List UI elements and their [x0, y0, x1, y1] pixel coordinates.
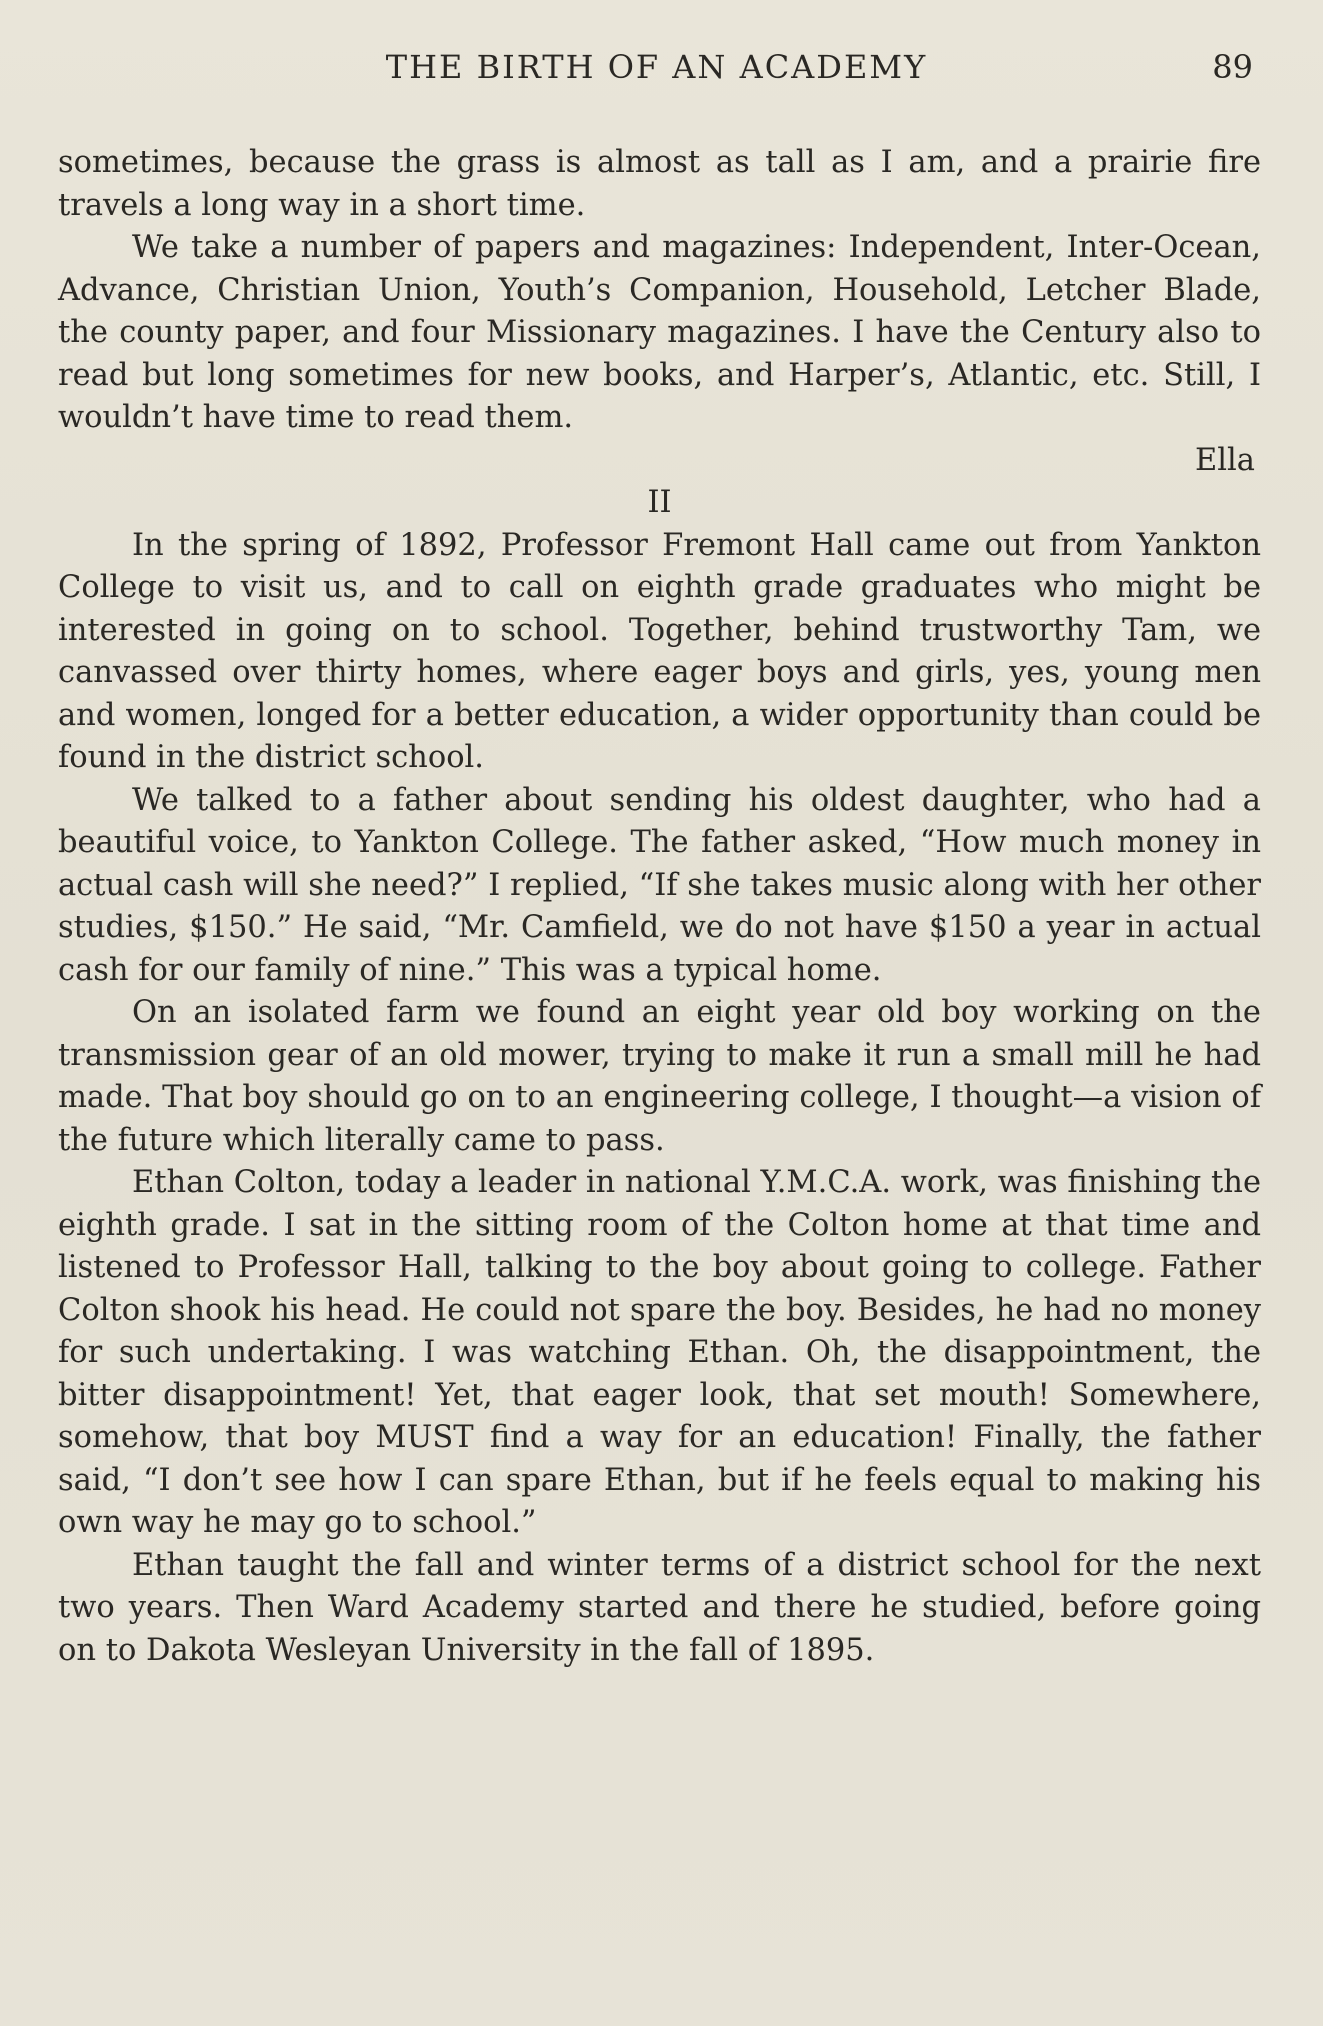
running-head-title: THE BIRTH OF AN ACADEMY [385, 48, 928, 86]
letter-signature: Ella [1195, 442, 1255, 478]
paragraph-mower-boy: On an isolated farm we found an eight year old boy working on the transmission gear of an old mower, trying to make it run a small mill he had made. That boy should go on to an engineering college, I thought—a vision of the future which literally came to pass. [58, 995, 1261, 1158]
paragraph-father-daughter: We talked to a father about sending his oldest daughter, who had a beautiful voice, to Yankton College. The father asked, “How much money in actual cash will she need?” I replied, “If she takes music along with her other studies, $150.” He said, “Mr. Camfield, we do not have $150 a year in actual cash for our family of nine.” This was a typical home. [58, 782, 1261, 988]
paragraph-continuation: sometimes, because the grass is almost as tall as I am, and a prairie fire travels a long way in a short time. [58, 145, 1261, 223]
paragraph-ethan-colton: Ethan Colton, today a leader in national Y.M.C.A. work, was finishing the eighth grade. I sat in the sitting room of the Colton home at that time and listened to Professor Hall, talking to the boy about going to college. Father Colton shook his head. He could not spare the boy. Besides, he had no money for such undertaking. I was watching Ethan. Oh, the disappointment, the bitter disappointment! Yet, that eager look, that set mouth! Somewhere, somehow, that boy MUST find a way for an education! Finally, the father said, “I don’t see how I can spare Ethan, but if he feels equal to making his own way he may go to school.” [58, 1165, 1261, 1540]
body-text [58, 142, 1261, 1672]
paragraph-papers-magazines: We take a number of papers and magazines: Independent, Inter-Ocean, Advance, Christian Union, Youth’s Companion, Household, Letcher Blade, the county paper, and four Missionary magazines. I have the Century also to read but long sometimes for new books, and Harper’s, Atlantic, etc. Still, I wouldn’t have time to read them. [58, 230, 1261, 435]
running-head [60, 48, 1253, 88]
paragraph-ethan-taught: Ethan taught the fall and winter terms of a district school for the next two years. Then Ward Academy started and there he studied, before going on to Dakota Wesleyan University in the fall of 1895. [58, 1547, 1261, 1668]
page-number: 89 [1212, 48, 1253, 86]
paragraph-professor-hall-visit: In the spring of 1892, Professor Fremont Hall came out from Yankton College to visit us, and to call on eighth grade graduates who might be interested in going on to school. Together, behind trustworthy Tam, we canvassed over thirty homes, where eager boys and girls, yes, young men and women, longed for a better education, a wider opportunity than could be found in the district school. [58, 527, 1261, 775]
section-numeral: II [647, 485, 672, 520]
